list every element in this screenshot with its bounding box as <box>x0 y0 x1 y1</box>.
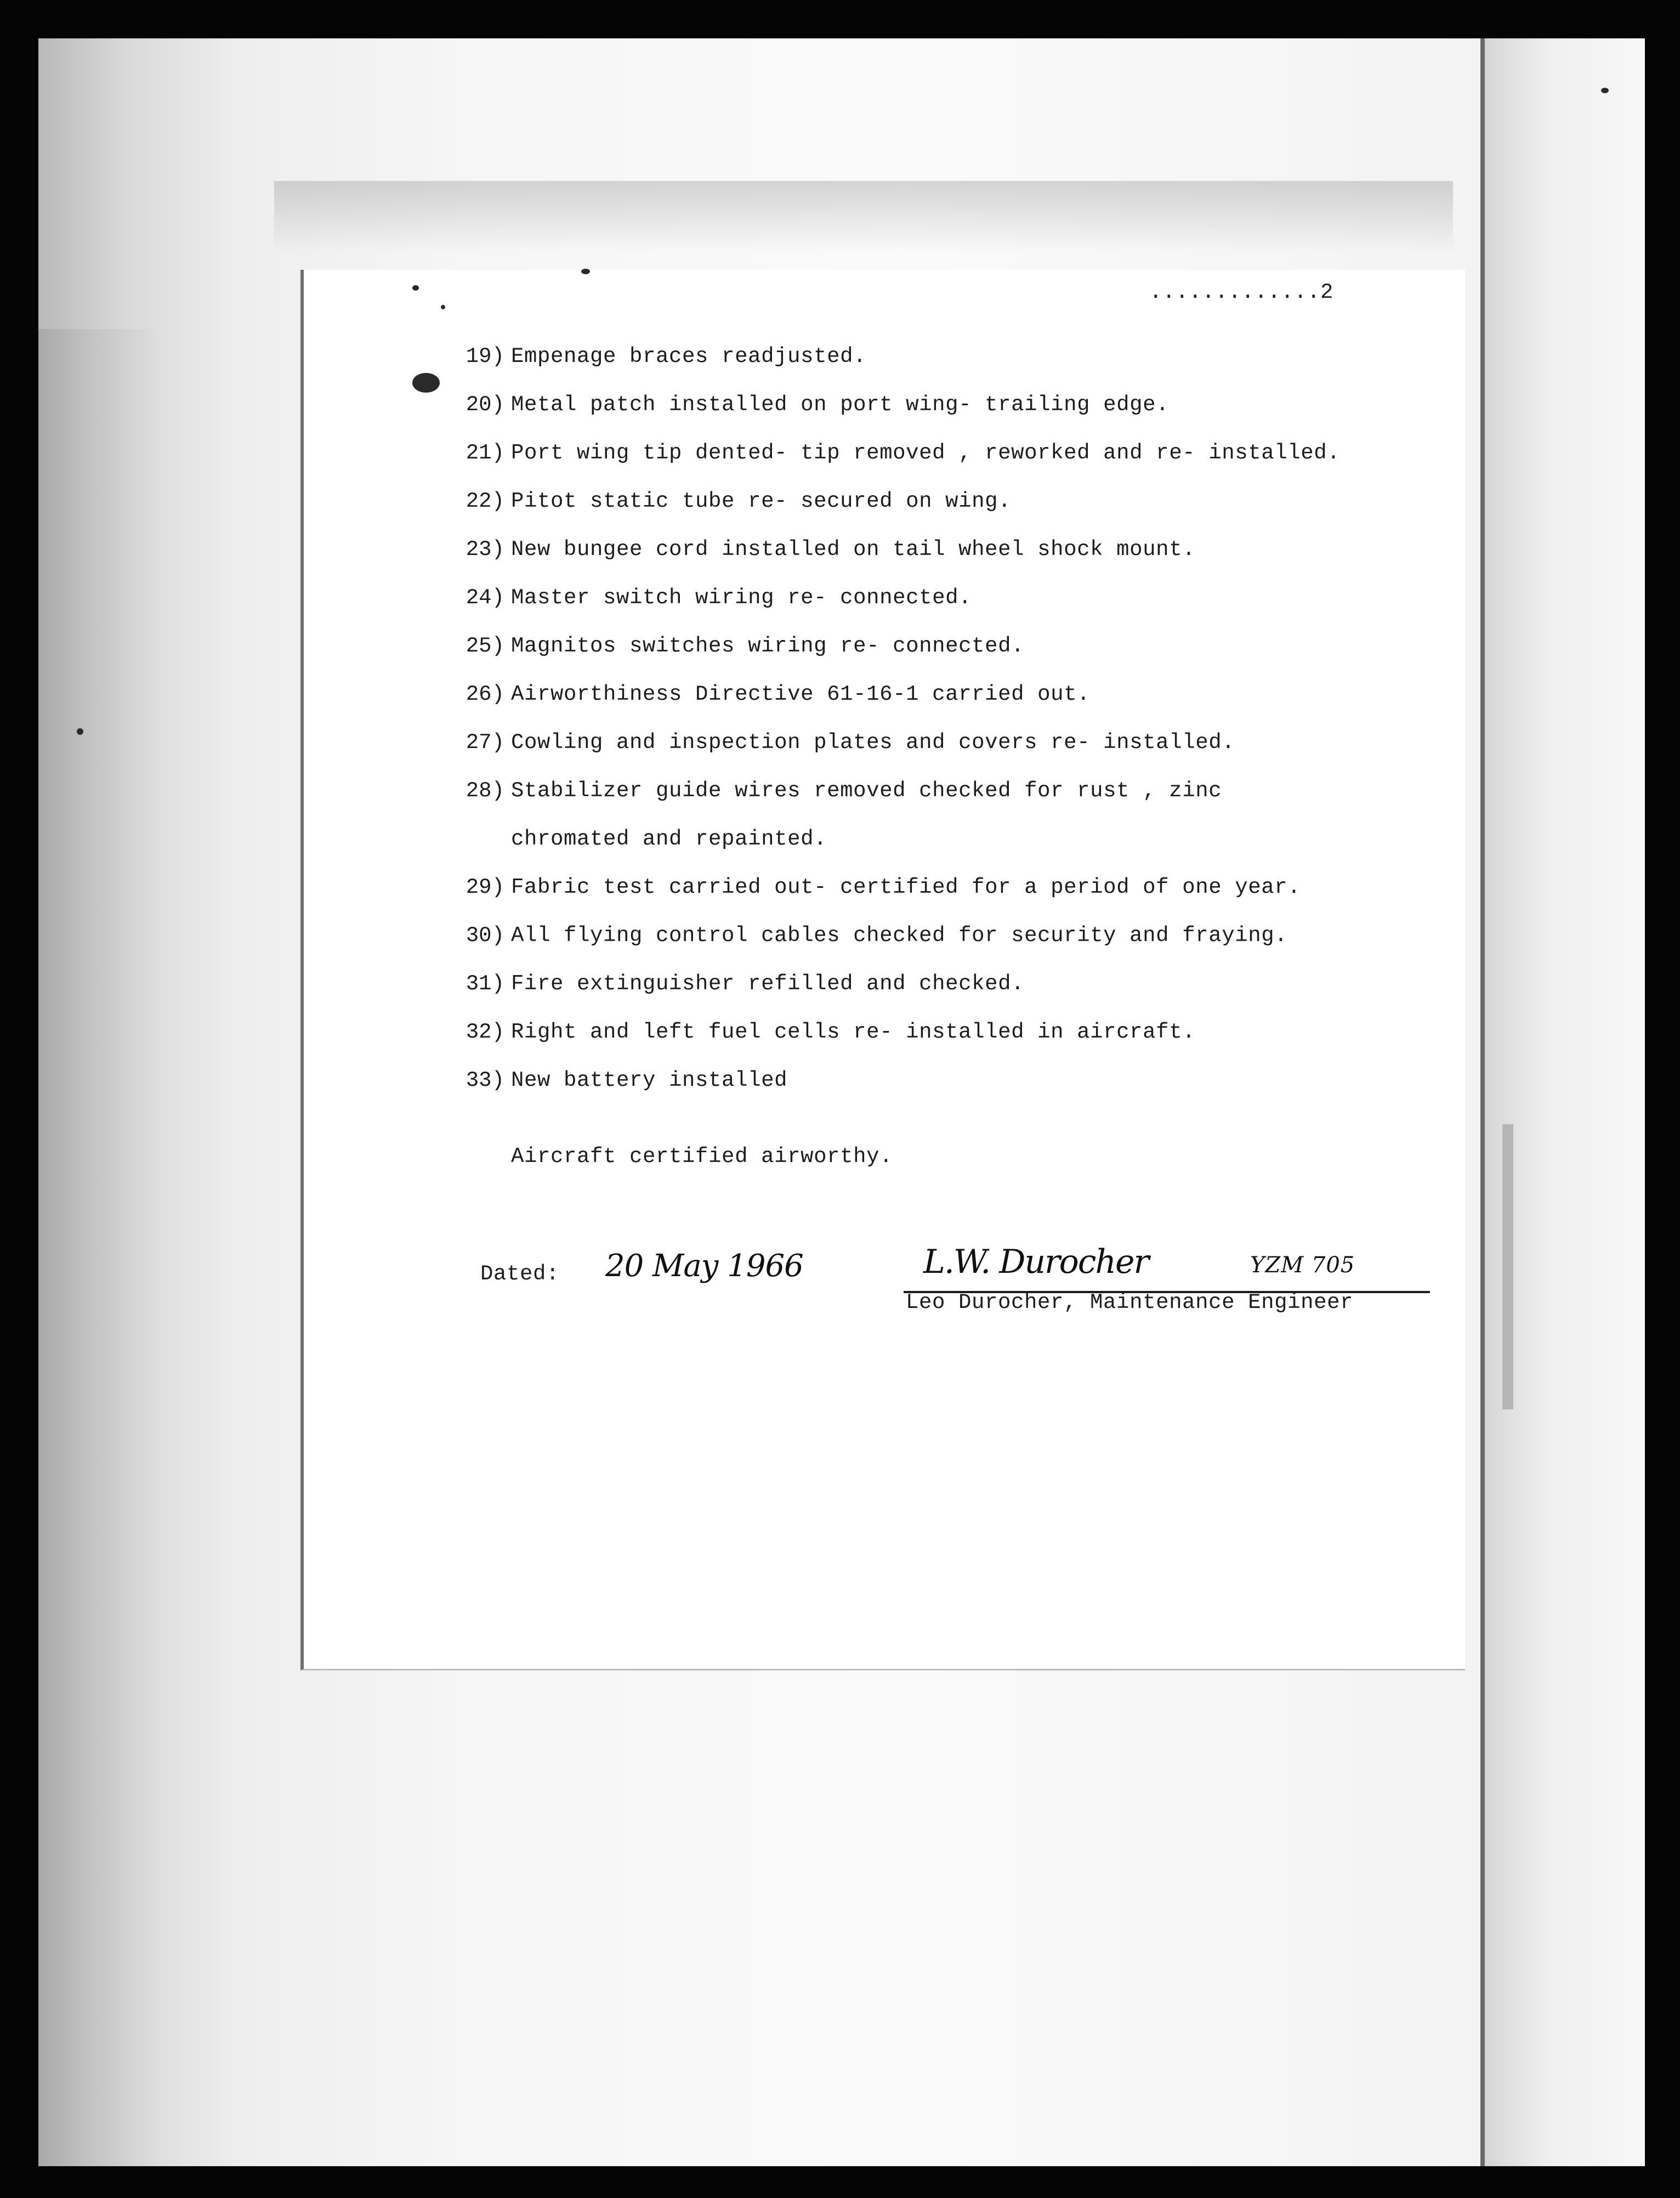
item-number: 19) <box>466 344 504 369</box>
scan-border-right <box>1645 0 1680 2198</box>
scan-speck <box>412 285 419 291</box>
scan-border-top <box>0 0 1680 38</box>
item-text: Pitot static tube re- secured on wing. <box>511 489 1012 513</box>
item-text: Master switch wiring re- connected. <box>511 586 972 610</box>
certification-statement: Aircraft certified airworthy. <box>511 1145 893 1169</box>
item-text: Fabric test carried out- certified for a period of one year. <box>511 875 1301 899</box>
fold-line <box>1480 38 1485 2166</box>
item-text: Metal patch installed on port wing- trailing edge. <box>511 393 1170 417</box>
item-text: All flying control cables checked for security and fraying. <box>511 924 1288 948</box>
item-number: 32) <box>466 1020 504 1044</box>
right-strip-mark <box>1502 1124 1513 1409</box>
item-number: 22) <box>466 489 504 513</box>
item-text: Fire extinguisher refilled and checked. <box>511 972 1025 996</box>
scan-speck <box>77 728 83 735</box>
page-number: .............2 <box>1149 280 1334 304</box>
item-number: 20) <box>466 393 504 417</box>
item-number: 27) <box>466 730 504 755</box>
item-text: Right and left fuel cells re- installed in aircraft. <box>511 1020 1196 1044</box>
item-number: 25) <box>466 634 504 658</box>
right-margin-strip <box>1485 38 1645 2166</box>
item-text: New bungee cord installed on tail wheel shock mount. <box>511 537 1196 562</box>
top-smudge <box>274 181 1453 252</box>
item-number: 23) <box>466 537 504 562</box>
signer-caption: Leo Durocher, Maintenance Engineer <box>906 1290 1354 1315</box>
item-text: Airworthiness Directive 61-16-1 carried out. <box>511 682 1091 706</box>
item-number: 28) <box>466 779 504 803</box>
item-text: Empenage braces readjusted. <box>511 344 867 369</box>
dated-label: Dated: <box>480 1262 560 1286</box>
item-number: 31) <box>466 972 504 996</box>
item-text: New battery installed <box>511 1068 788 1092</box>
item-text: Stabilizer guide wires removed checked for rust , zinc <box>511 779 1222 803</box>
item-text: Magnitos switches wiring re- connected. <box>511 634 1025 658</box>
scan-speck <box>1601 88 1609 93</box>
handwritten-date: 20 May 1966 <box>605 1248 803 1284</box>
item-text: Cowling and inspection plates and covers re- installed. <box>511 730 1235 755</box>
item-number: 24) <box>466 586 504 610</box>
handwritten-signature: L.W. Durocher <box>923 1243 1149 1281</box>
scan-speck <box>412 373 440 393</box>
item-number: 29) <box>466 875 504 899</box>
backing-shadow <box>38 329 159 2166</box>
scan-border-left <box>0 0 38 2198</box>
licence-number: YZM 705 <box>1250 1253 1355 1278</box>
item-number: 26) <box>466 682 504 706</box>
item-number: 21) <box>466 441 504 465</box>
item-text: Port wing tip dented- tip removed , reworked and re- installed. <box>511 441 1341 465</box>
item-text: chromated and repainted. <box>511 827 827 851</box>
scan-speck <box>581 269 590 274</box>
scan-border-bottom <box>0 2166 1680 2198</box>
document-sheet <box>300 270 1465 1670</box>
item-number: 33) <box>466 1068 504 1092</box>
item-number: 30) <box>466 924 504 948</box>
scan-speck <box>441 305 445 309</box>
